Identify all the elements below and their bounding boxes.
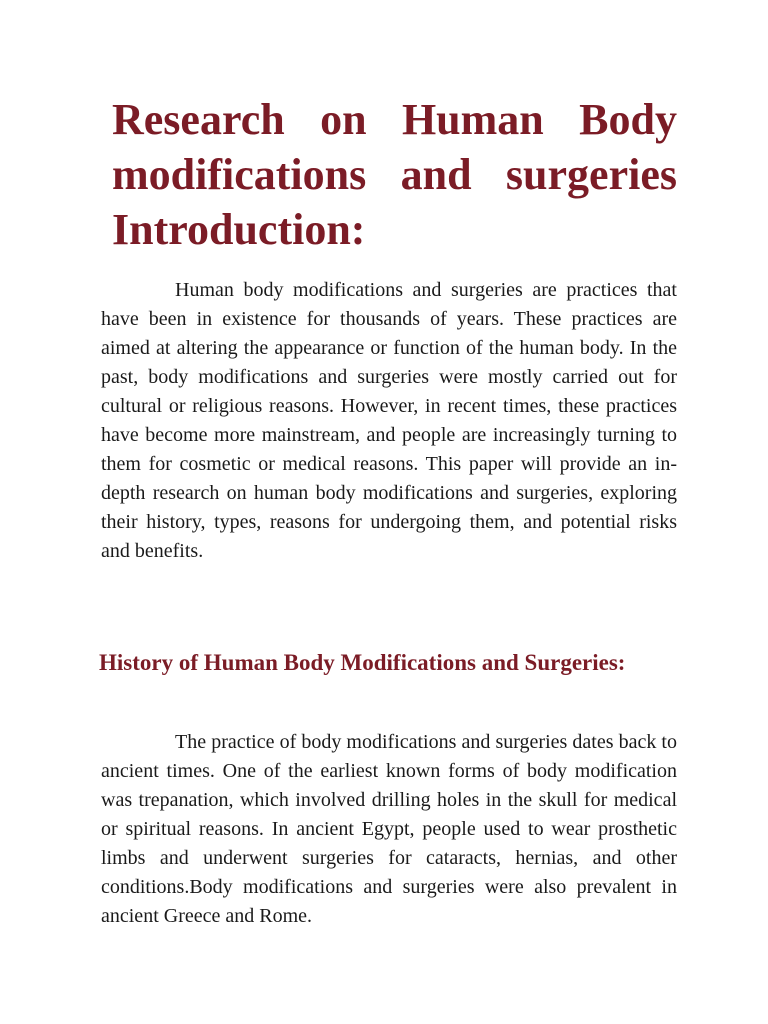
title-line-1: Research on Human Body bbox=[112, 95, 677, 144]
title-line-2: modifications and surgeries bbox=[112, 150, 677, 199]
document-title bbox=[112, 92, 677, 257]
title-line-3: Introduction: bbox=[112, 205, 366, 254]
history-heading: History of Human Body Modifications and Surgeries: bbox=[99, 650, 626, 675]
intro-paragraph: Human body modifications and surgeries are practices that have been in existence for thousands of years. These practices are aimed at altering the appearance or function of the human body. In the past, body modifications and surgeries were mostly carried out for cultural or religious reasons. However, in recent times, these practices have become more mainstream, and people are increasingly turning to them for cosmetic or medical reasons. This paper will provide an in-depth research on human body modifications and surgeries, exploring their history, types, reasons for undergoing them, and potential risks and benefits. bbox=[101, 279, 677, 562]
history-paragraph: The practice of body modifications and surgeries dates back to ancient times. One of the earliest known forms of body modification was trepanation, which involved drilling holes in the skull for medical or spiritual reasons. In ancient Egypt, people used to wear prosthetic limbs and underwent surgeries for cataracts, hernias, and other conditions.Body modifications and surgeries were also prevalent in ancient Greece and Rome. bbox=[101, 731, 677, 927]
